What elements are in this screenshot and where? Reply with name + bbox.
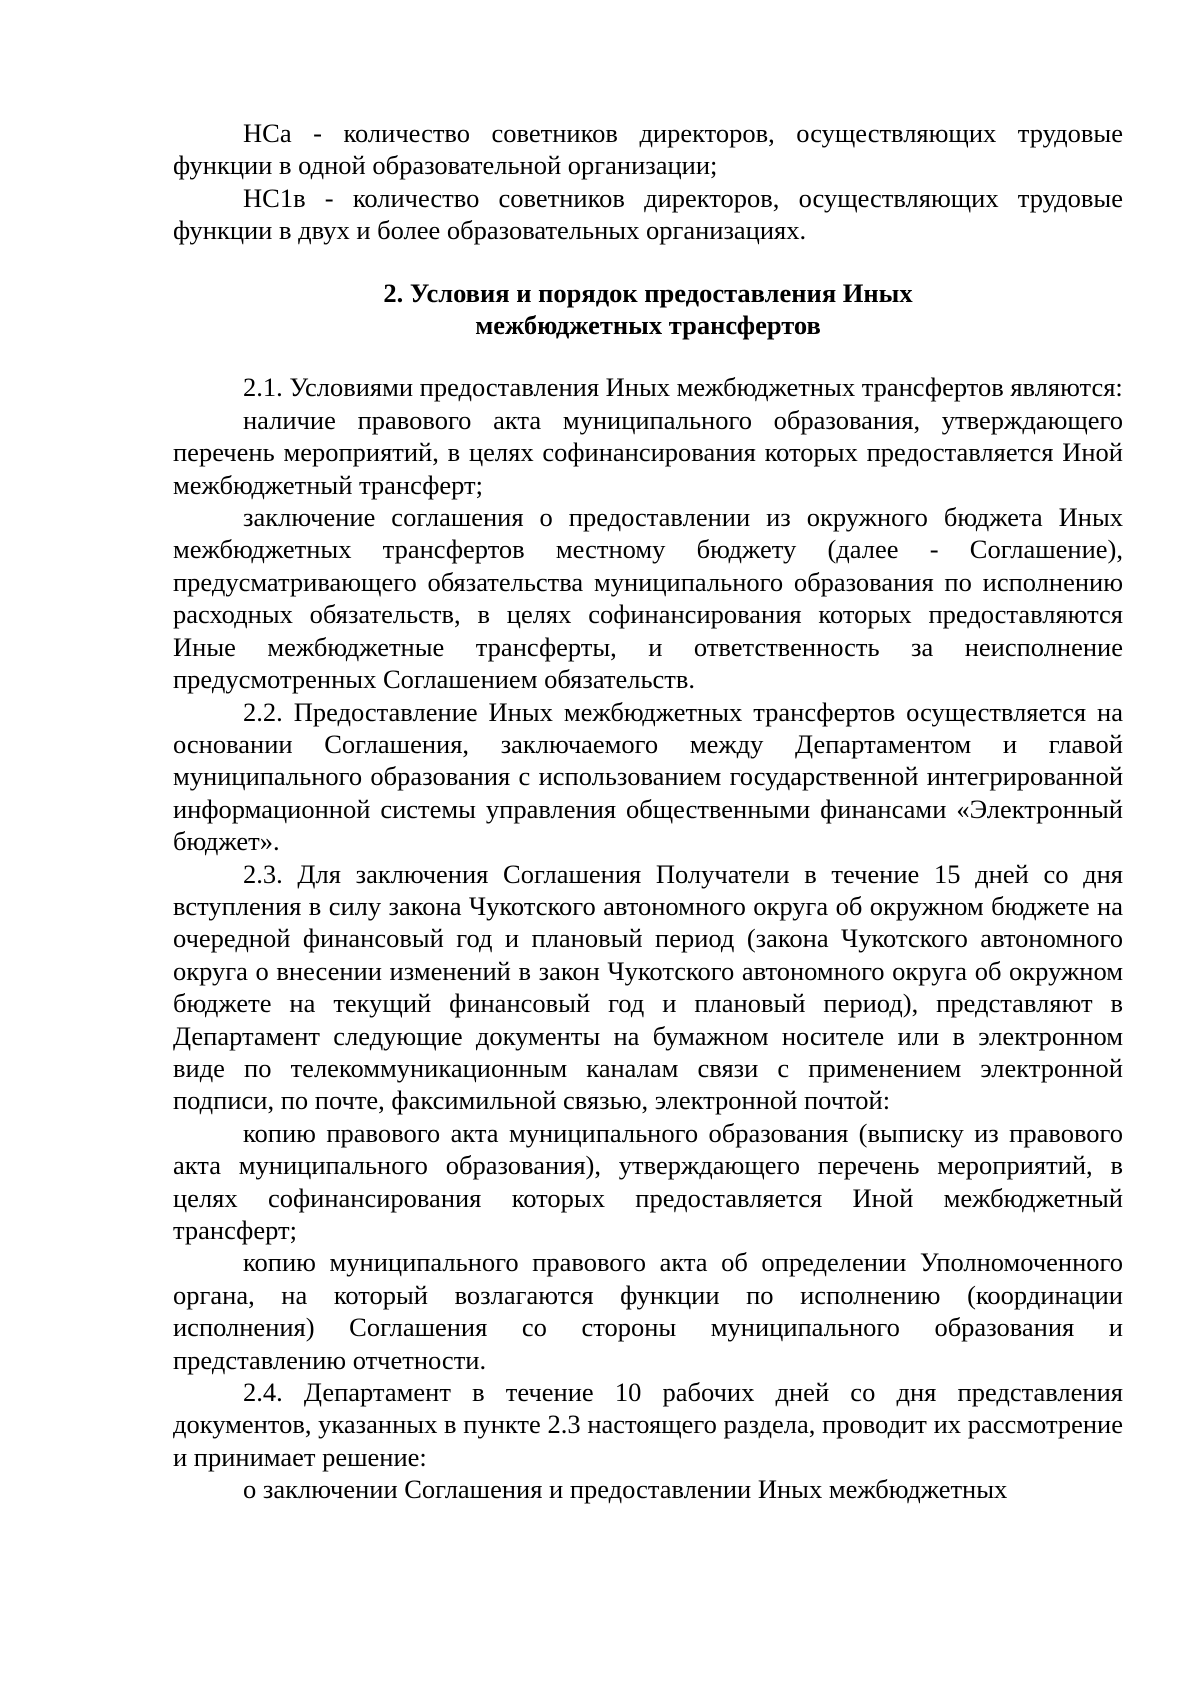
paragraph-2-3-item-1: копию правового акта муниципального образования (выписку из правового акта муниципального образования), утверждающего перечень мероприятий, в целях софинансирования которых предоставляется Иной межбюджетный трансферт; [173, 1117, 1123, 1245]
definition-ns1v: НС1в - количество советников директоров, осуществляющих трудовые функции в двух и более образовательных организациях. [173, 182, 1123, 246]
document-body [173, 117, 1123, 1506]
paragraph-2-1-item-2: заключение соглашения о предоставлении из окружного бюджета Иных межбюджетных трансфертов местному бюджету (далее - Соглашение), предусматривающего обязательства муниципального образования по исполнению расходных обязательств, в целях софинансирования которых предоставляются Иные межбюджетные трансферты, и ответственность за неисполнение предусмотренных Соглашением обязательств. [173, 502, 1123, 695]
paragraph-2-4-item-1: о заключении Соглашения и предоставлении Иных межбюджетных [243, 1474, 1008, 1505]
paragraph-2-1-item-1: наличие правового акта муниципального образования, утверждающего перечень мероприятий, в целях софинансирования которых предоставляется Иной межбюджетный трансферт; [173, 404, 1123, 500]
paragraph-2-1: 2.1. Условиями предоставления Иных межбюджетных трансфертов являются: [243, 372, 1123, 403]
definition-nsa: НСа - количество советников директоров, осуществляющих трудовые функции в одной образовательной организации; [173, 118, 1123, 181]
paragraph-2-3: 2.3. Для заключения Соглашения Получатели в течение 15 дней со дня вступления в силу закона Чукотского автономного округа об окружном бюджете на очередной финансовый год и плановый период (закона Чукотского автономного округа о внесении изменений в закон Чукотского автономного округа об окружном бюджете на текущий финансовый год и плановый период), представляют в Департамент следующие документы на бумажном носителе или в электронном виде по телекоммуникационным каналам связи с применением электронной подписи, по почте, факсимильной связью, электронной почтой: [173, 858, 1123, 1116]
paragraph-2-2: 2.2. Предоставление Иных межбюджетных трансфертов осуществляется на основании Соглашения, заключаемого между Департаментом и главой муниципального образования с использованием государственной интегрированной информационной системы управления общественными финансами «Электронный бюджет». [173, 696, 1123, 857]
section-heading-line1: 2. Условия и порядок предоставления Иных [383, 277, 913, 308]
section-heading [173, 277, 1123, 342]
paragraph-2-3-item-2: копию муниципального правового акта об определении Уполномоченного органа, на который возлагаются функции по исполнению (координации исполнения) Соглашения со стороны муниципального образования и представлению отчетности. [173, 1247, 1123, 1375]
paragraph-2-4: 2.4. Департамент в течение 10 рабочих дней со дня представления документов, указанных в пункте 2.3 настоящего раздела, проводит их рассмотрение и принимает решение: [173, 1377, 1123, 1472]
section-heading-line2: межбюджетных трансфертов [475, 310, 821, 341]
